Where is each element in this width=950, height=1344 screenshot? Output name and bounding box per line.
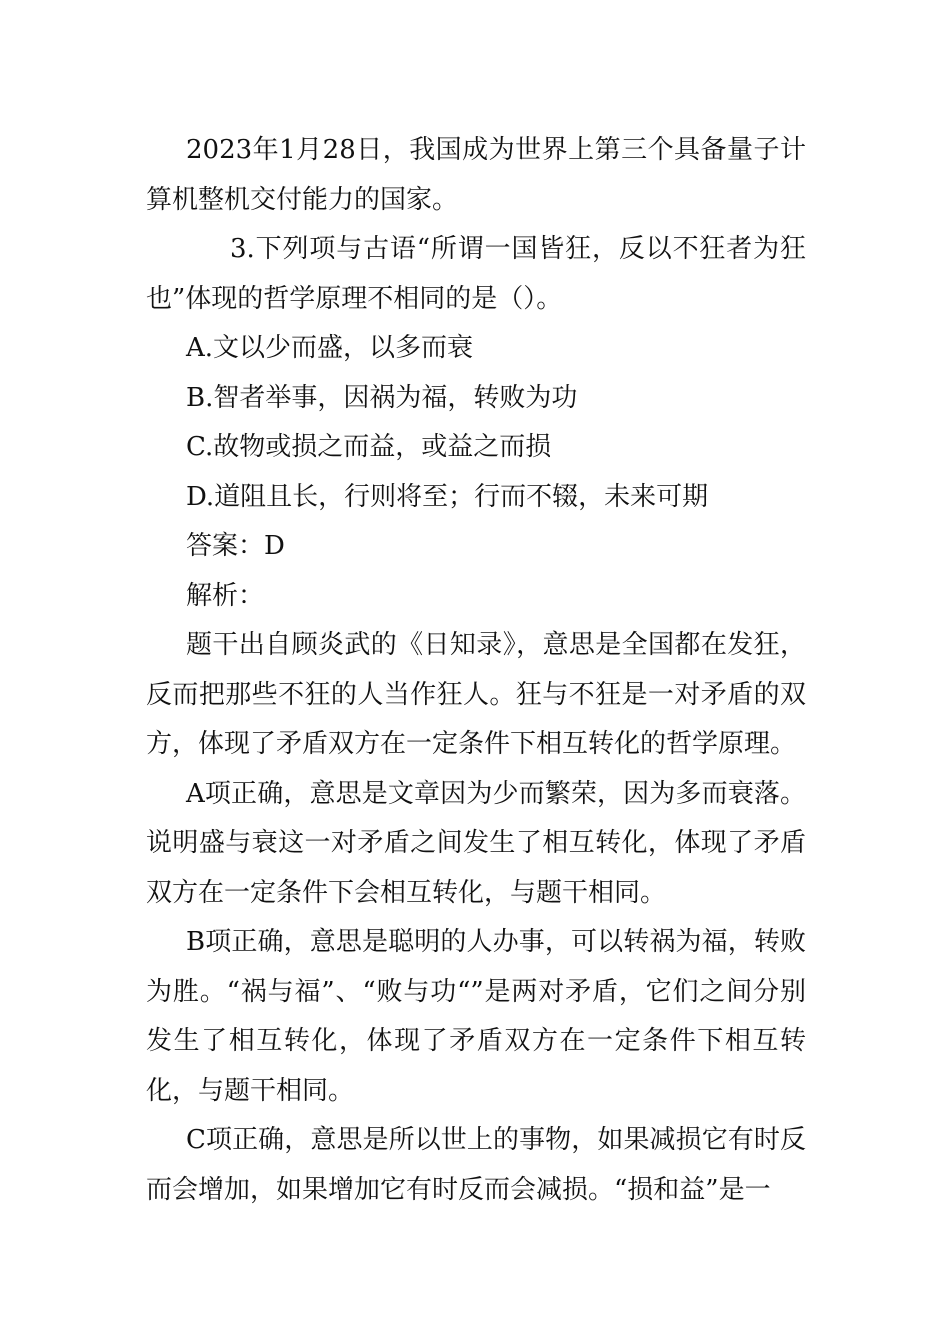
document-body [146,126,806,1215]
option-a: A.文以少而盛，以多而衰 [186,333,474,363]
intro-paragraph: 2023年1月28日，我国成为世界上第三个具备量子计算机整机交付能力的国家。 [146,135,806,215]
answer-line: 答案：D [186,531,285,561]
analysis-paragraph: C项正确，意思是所以世上的事物，如果减损它有时反而会增加，如果增加它有时反而会减损。“损和益”是一 [146,1125,806,1205]
option-d: D.道阻且长，行则将至；行而不辍，未来可期 [186,481,709,512]
analysis-label: 解析： [186,580,265,611]
analysis-paragraph: 题干出自顾炎武的《日知录》，意思是全国都在发狂，反而把那些不狂的人当作狂人。狂与不狂是一对矛盾的双方，体现了矛盾双方在一定条件下相互转化的哲学原理。 [146,630,806,759]
option-b: B.智者举事，因祸为福，转败为功 [186,382,578,413]
option-c: C.故物或损之而益，或益之而损 [186,432,552,462]
analysis-paragraph: A项正确，意思是文章因为少而繁荣，因为多而衰落。说明盛与衰这一对矛盾之间发生了相互转化，体现了矛盾双方在一定条件下会相互转化，与题干相同。 [146,778,806,908]
analysis-paragraph: B项正确，意思是聪明的人办事，可以转祸为福，转败为胜。“祸与福”、“败与功“”是两对矛盾，它们之间分别发生了相互转化，体现了矛盾双方在一定条件下相互转化，与题干相同。 [146,927,806,1106]
question-stem: 3.下列项与古语“所谓一国皆狂，反以不狂者为狂也”体现的哲学原理不相同的是（）。 [146,234,806,314]
